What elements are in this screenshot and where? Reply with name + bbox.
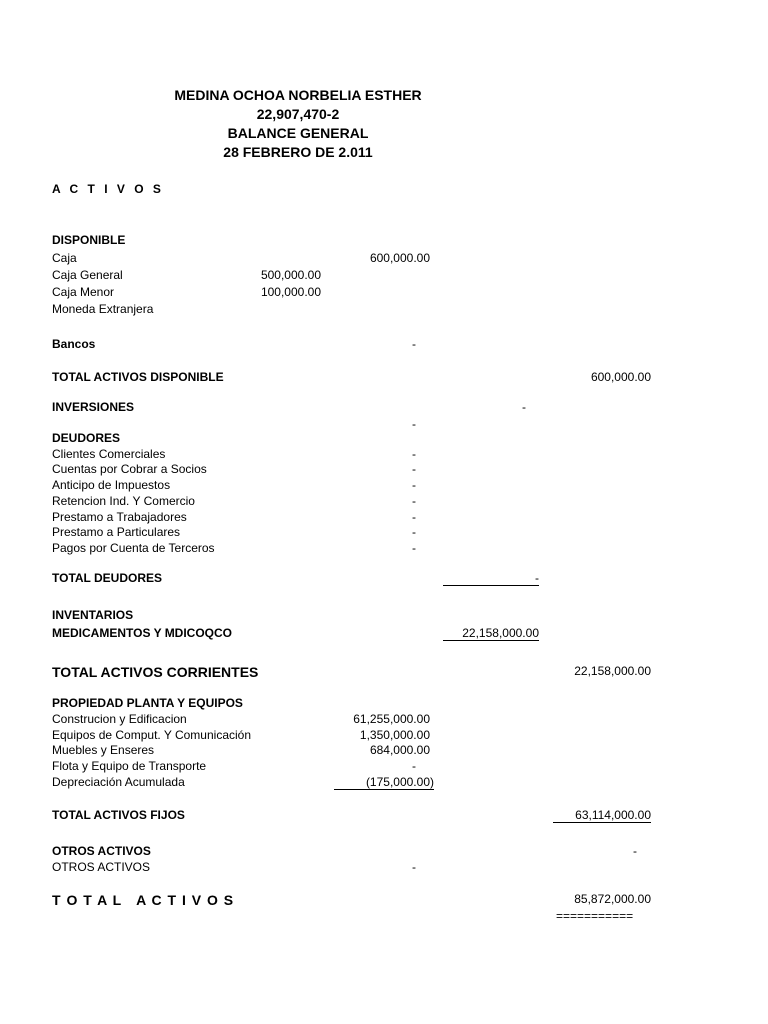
total-deudores-value: - [443,571,539,586]
caja-value: 600,000.00 [369,251,430,265]
report-title: BALANCE GENERAL [227,125,369,141]
deudores-item-label: Cuentas por Cobrar a Socios [52,462,207,476]
deudores-item-value: - [412,525,416,539]
deudores-item-label: Pagos por Cuenta de Terceros [52,541,215,555]
bancos-value: - [412,337,416,351]
deudores-item-label: Prestamo a Trabajadores [52,510,187,524]
propiedad-item-value: - [412,759,416,773]
deudores-item-value: - [412,462,416,476]
deudores-item-value: - [412,541,416,555]
moneda-label: Moneda Extranjera [52,302,154,316]
otros-item-label: OTROS ACTIVOS [52,860,151,874]
total-corrientes-value: 22,158,000.00 [574,664,651,678]
medicamentos-label: MEDICAMENTOS Y MDICOQCO [52,626,233,640]
caja-general-value: 500,000.00 [260,268,321,282]
propiedad-item-value: 61,255,000.00 [353,712,430,726]
propiedad-item-label: Depreciación Acumulada [52,775,185,789]
total-fijos-value: 63,114,000.00 [553,808,651,823]
deudores-item-value: - [412,447,416,461]
inventarios-heading: INVENTARIOS [52,608,134,622]
medicamentos-value: 22,158,000.00 [443,626,539,641]
total-activos-label: T O T A L A C T I V O S [52,892,235,908]
propiedad-item-value: 1,350,000.00 [359,728,430,742]
inversiones-value: - [522,400,526,414]
inversiones-sub-value: - [412,417,416,431]
otros-heading: OTROS ACTIVOS [52,844,151,858]
tax-id: 22,907,470-2 [256,106,340,122]
propiedad-item-label: Muebles y Enseres [52,743,155,757]
propiedad-item-label: Construcion y Edificacion [52,712,187,726]
propiedad-heading: PROPIEDAD PLANTA Y EQUIPOS [52,696,243,710]
company-name: MEDINA OCHOA NORBELIA ESTHER [174,87,422,103]
deudores-item-value: - [412,478,416,492]
caja-label: Caja [52,251,77,265]
disponible-heading: DISPONIBLE [52,233,126,247]
bancos-label: Bancos [52,337,96,351]
total-disponible-label: TOTAL ACTIVOS DISPONIBLE [52,370,224,384]
deudores-item-label: Anticipo de Impuestos [52,478,171,492]
otros-heading-value: - [633,844,637,858]
otros-item-value: - [412,860,416,874]
report-date: 28 FEBRERO DE 2.011 [223,144,373,160]
deudores-item-label: Retencion Ind. Y Comercio [52,494,195,508]
total-fijos-label: TOTAL ACTIVOS FIJOS [52,808,185,822]
propiedad-item-label: Equipos de Comput. Y Comunicación [52,728,252,742]
caja-menor-label: Caja Menor [52,285,115,299]
total-activos-rule: =========== [556,909,634,923]
propiedad-item-value: (175,000.00) [334,775,434,790]
propiedad-item-value: 684,000.00 [369,743,430,757]
total-disponible-value: 600,000.00 [590,370,651,384]
caja-general-label: Caja General [52,268,123,282]
propiedad-item-label: Flota y Equipo de Transporte [52,759,207,773]
deudores-heading: DEUDORES [52,431,121,445]
inversiones-label: INVERSIONES [52,400,135,414]
total-corrientes-label: TOTAL ACTIVOS CORRIENTES [52,664,259,680]
total-activos-value: 85,872,000.00 [574,892,651,906]
deudores-item-label: Prestamo a Particulares [52,525,181,539]
caja-menor-value: 100,000.00 [260,285,321,299]
total-deudores-label: TOTAL DEUDORES [52,571,163,585]
deudores-item-value: - [412,494,416,508]
deudores-item-label: Clientes Comerciales [52,447,166,461]
activos-heading: A C T I V O S [52,182,164,196]
deudores-item-value: - [412,510,416,524]
